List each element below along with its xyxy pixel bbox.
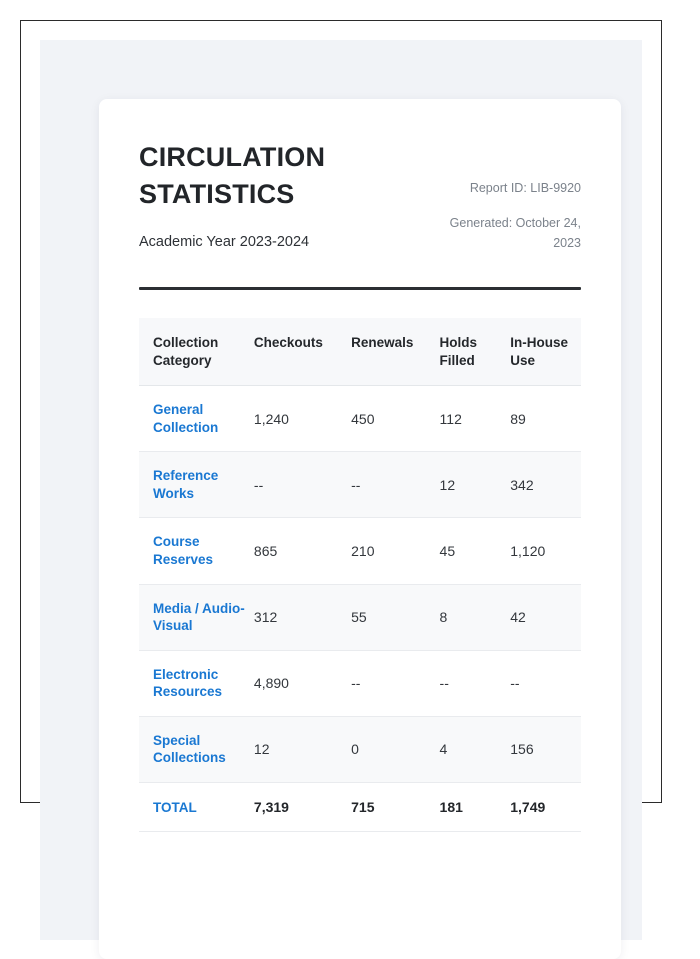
cell-in-house-use: 342 [510, 452, 581, 518]
column-header-renewals: Renewals [351, 318, 439, 386]
cell-checkouts: -- [254, 452, 351, 518]
cell-in-house-use: -- [510, 650, 581, 716]
cell-category [139, 518, 254, 584]
category-link[interactable]: General Collection [153, 402, 219, 435]
cell-checkouts: 865 [254, 518, 351, 584]
table-row [139, 518, 581, 584]
cell-category [139, 452, 254, 518]
cell-checkouts: 7,319 [254, 782, 351, 832]
table-body [139, 386, 581, 832]
cell-checkouts: 4,890 [254, 650, 351, 716]
report-card [99, 99, 621, 959]
cell-renewals: 210 [351, 518, 439, 584]
cell-category [139, 386, 254, 452]
table-row [139, 452, 581, 518]
category-link[interactable]: Special Collections [153, 732, 226, 766]
table-header [139, 318, 581, 386]
cell-holds-filled: 12 [440, 452, 511, 518]
cell-in-house-use: 1,749 [510, 782, 581, 832]
circulation-statistics-table [139, 318, 581, 832]
cell-in-house-use: 156 [510, 716, 581, 782]
cell-renewals: 450 [351, 386, 439, 452]
report-id: Report ID: LIB-9920 [469, 181, 581, 195]
generated-date: Generated: October 24, 2023 [449, 216, 581, 250]
category-link[interactable]: Course Reserves [153, 534, 214, 567]
cell-in-house-use: 42 [510, 584, 581, 650]
cell-holds-filled: 8 [440, 584, 511, 650]
header-divider [139, 287, 581, 290]
cell-renewals: 55 [351, 584, 439, 650]
cell-holds-filled: 45 [440, 518, 511, 584]
category-link[interactable]: TOTAL [153, 799, 197, 815]
column-header-holds-filled: Holds Filled [440, 318, 511, 386]
cell-renewals: -- [351, 452, 439, 518]
category-link[interactable]: Media / Audio-Visual [153, 600, 245, 634]
cell-renewals: -- [351, 650, 439, 716]
cell-holds-filled: -- [440, 650, 511, 716]
browser-viewport [20, 20, 662, 815]
header-meta-block [426, 139, 581, 253]
cell-checkouts: 12 [254, 716, 351, 782]
cell-in-house-use: 89 [510, 386, 581, 452]
column-header-collection-category: Collection Category [139, 318, 254, 386]
cell-holds-filled: 4 [440, 716, 511, 782]
column-header-in-house-use: In-House Use [510, 318, 581, 386]
table-header-row [139, 318, 581, 386]
cell-category [139, 782, 254, 832]
cell-renewals: 715 [351, 782, 439, 832]
page-title: CIRCULATION STATISTICS [139, 142, 326, 209]
report-subtitle: Academic Year 2023-2024 [139, 234, 310, 251]
table-row [139, 386, 581, 452]
table-row [139, 716, 581, 782]
cell-in-house-use: 1,120 [510, 518, 581, 584]
cell-category [139, 650, 254, 716]
category-link[interactable]: Electronic Resources [153, 666, 223, 700]
column-header-checkouts: Checkouts [254, 318, 351, 386]
cell-renewals: 0 [351, 716, 439, 782]
page-backdrop [40, 40, 642, 940]
cell-holds-filled: 181 [440, 782, 511, 832]
table-row [139, 650, 581, 716]
cell-category [139, 584, 254, 650]
category-link[interactable]: Reference Works [153, 468, 219, 501]
cell-checkouts: 312 [254, 584, 351, 650]
table-row-total [139, 782, 581, 832]
report-header [139, 139, 581, 253]
cell-checkouts: 1,240 [254, 386, 351, 452]
header-left-block [139, 139, 410, 253]
cell-holds-filled: 112 [440, 386, 511, 452]
cell-category [139, 716, 254, 782]
table-row [139, 584, 581, 650]
